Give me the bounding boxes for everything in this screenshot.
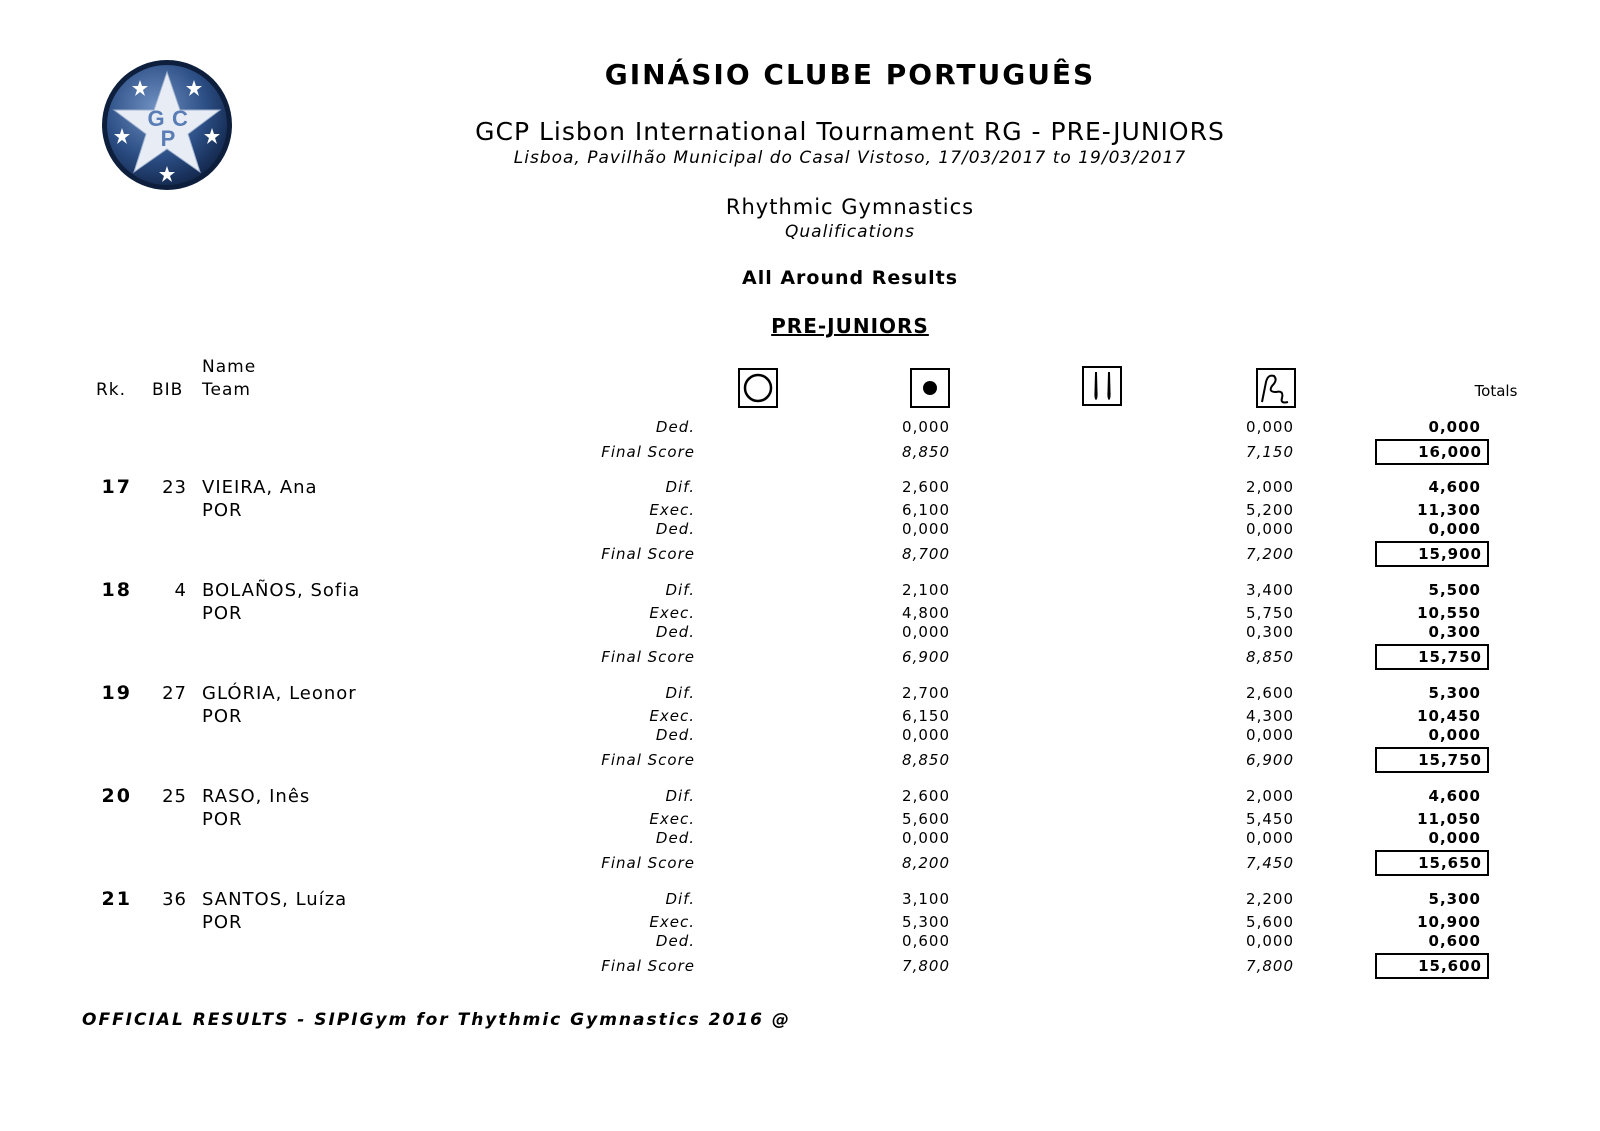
athlete-name: BOLAÑOS, Sofia xyxy=(202,580,361,601)
athlete-name: RASO, Inês xyxy=(202,786,311,807)
athlete-final-total-box xyxy=(1375,953,1489,979)
athlete-dif-total: 4,600 xyxy=(1428,478,1481,496)
carryover-ded-label: Ded. xyxy=(655,418,695,436)
athlete-ded-label: Ded. xyxy=(655,726,695,744)
ball-icon xyxy=(910,368,950,408)
athlete-dif-ball-score: 2,700 xyxy=(902,684,950,702)
athlete-name: GLÓRIA, Leonor xyxy=(202,683,357,704)
athlete-dif-label: Dif. xyxy=(665,478,695,496)
results-subtitle: All Around Results xyxy=(742,267,958,289)
athlete-dif-label: Dif. xyxy=(665,787,695,805)
athlete-bib: 25 xyxy=(162,786,187,807)
athlete-final-ball-score: 8,200 xyxy=(902,854,950,872)
athlete-final-label: Final Score xyxy=(601,751,695,769)
athlete-ded-label: Ded. xyxy=(655,932,695,950)
venue-dates: Lisboa, Pavilhão Municipal do Casal Vistoso, 17/03/2017 to 19/03/2017 xyxy=(513,148,1187,168)
athlete-exec-total: 10,450 xyxy=(1417,707,1481,725)
athlete-dif-total: 4,600 xyxy=(1428,787,1481,805)
athlete-final-ribbon-score: 7,800 xyxy=(1246,957,1294,975)
carryover-final-total: 16,000 xyxy=(1418,443,1482,461)
athlete-exec-ball-score: 5,300 xyxy=(902,913,950,931)
athlete-ded-total: 0,000 xyxy=(1428,829,1481,847)
athlete-dif-ball-score: 3,100 xyxy=(902,890,950,908)
athlete-final-total-box xyxy=(1375,644,1489,670)
athlete-team: POR xyxy=(202,500,243,521)
athlete-dif-ribbon-score: 2,200 xyxy=(1246,890,1294,908)
logo-letter-p: P xyxy=(160,126,176,151)
athlete-ded-ball-score: 0,000 xyxy=(902,829,950,847)
athlete-bib: 36 xyxy=(162,889,187,910)
athlete-final-label: Final Score xyxy=(601,545,695,563)
athlete-ded-ribbon-score: 0,000 xyxy=(1246,932,1294,950)
athlete-rank: 20 xyxy=(101,785,132,807)
athlete-dif-label: Dif. xyxy=(665,684,695,702)
athlete-dif-ribbon-score: 2,000 xyxy=(1246,787,1294,805)
athlete-final-ball-score: 8,850 xyxy=(902,751,950,769)
athlete-bib: 4 xyxy=(174,580,187,601)
athlete-final-ball-score: 6,900 xyxy=(902,648,950,666)
athlete-exec-ball-score: 5,600 xyxy=(902,810,950,828)
event-title: GCP Lisbon International Tournament RG - PRE-JUNIORS xyxy=(475,117,1225,146)
athlete-final-label: Final Score xyxy=(601,854,695,872)
athlete-exec-ribbon-score: 5,750 xyxy=(1246,604,1294,622)
athlete-dif-total: 5,300 xyxy=(1428,890,1481,908)
athlete-ded-total: 0,000 xyxy=(1428,520,1481,538)
athlete-exec-ball-score: 6,100 xyxy=(902,501,950,519)
athlete-dif-ribbon-score: 2,000 xyxy=(1246,478,1294,496)
athlete-ded-ribbon-score: 0,000 xyxy=(1246,726,1294,744)
athlete-exec-ribbon-score: 5,600 xyxy=(1246,913,1294,931)
phase: Qualifications xyxy=(785,222,915,242)
athlete-rank: 21 xyxy=(101,888,132,910)
clubs-icon xyxy=(1082,366,1122,406)
carryover-final-ribbon-score: 7,150 xyxy=(1246,443,1294,461)
athlete-bib: 27 xyxy=(162,683,187,704)
athlete-dif-ball-score: 2,100 xyxy=(902,581,950,599)
athlete-name: VIEIRA, Ana xyxy=(202,477,318,498)
athlete-bib: 23 xyxy=(162,477,187,498)
col-team-header: Team xyxy=(202,380,251,400)
athlete-ded-ball-score: 0,000 xyxy=(902,726,950,744)
athlete-dif-label: Dif. xyxy=(665,581,695,599)
athlete-exec-ball-score: 6,150 xyxy=(902,707,950,725)
athlete-final-ball-score: 7,800 xyxy=(902,957,950,975)
discipline: Rhythmic Gymnastics xyxy=(725,195,975,219)
athlete-rank: 19 xyxy=(101,682,132,704)
athlete-exec-label: Exec. xyxy=(649,707,695,725)
athlete-exec-label: Exec. xyxy=(649,810,695,828)
footer-official-results: OFFICIAL RESULTS - SIPIGym for Thythmic Gymnastics 2016 @ xyxy=(82,1010,791,1030)
athlete-exec-ribbon-score: 5,450 xyxy=(1246,810,1294,828)
col-rank-header: Rk. xyxy=(96,380,127,400)
logo-letter-c: C xyxy=(172,106,188,131)
carryover-ded-ribbon-score: 0,000 xyxy=(1246,418,1294,436)
category-title: PRE-JUNIORS xyxy=(771,314,929,338)
athlete-ded-ball-score: 0,600 xyxy=(902,932,950,950)
athlete-ded-total: 0,000 xyxy=(1428,726,1481,744)
athlete-exec-total: 11,050 xyxy=(1417,810,1481,828)
athlete-final-ribbon-score: 6,900 xyxy=(1246,751,1294,769)
athlete-ded-ball-score: 0,000 xyxy=(902,520,950,538)
athlete-name: SANTOS, Luíza xyxy=(202,889,348,910)
athlete-exec-label: Exec. xyxy=(649,604,695,622)
athlete-ded-total: 0,300 xyxy=(1428,623,1481,641)
athlete-team: POR xyxy=(202,912,243,933)
athlete-final-total: 15,900 xyxy=(1418,545,1482,563)
athlete-team: POR xyxy=(202,603,243,624)
athlete-ded-ribbon-score: 0,300 xyxy=(1246,623,1294,641)
athlete-ded-ribbon-score: 0,000 xyxy=(1246,520,1294,538)
athlete-exec-ribbon-score: 5,200 xyxy=(1246,501,1294,519)
athlete-ded-ball-score: 0,000 xyxy=(902,623,950,641)
carryover-final-total-box xyxy=(1375,439,1489,465)
athlete-exec-label: Exec. xyxy=(649,913,695,931)
carryover-ded-ball-score: 0,000 xyxy=(902,418,950,436)
athlete-dif-total: 5,300 xyxy=(1428,684,1481,702)
athlete-exec-total: 11,300 xyxy=(1417,501,1481,519)
athlete-ded-label: Ded. xyxy=(655,623,695,641)
carryover-final-ball-score: 8,850 xyxy=(902,443,950,461)
athlete-final-ball-score: 8,700 xyxy=(902,545,950,563)
athlete-dif-ribbon-score: 2,600 xyxy=(1246,684,1294,702)
carryover-final-label: Final Score xyxy=(601,443,695,461)
athlete-final-ribbon-score: 7,450 xyxy=(1246,854,1294,872)
athlete-final-total-box xyxy=(1375,541,1489,567)
athlete-final-total: 15,600 xyxy=(1418,957,1482,975)
athlete-exec-total: 10,900 xyxy=(1417,913,1481,931)
athlete-final-ribbon-score: 7,200 xyxy=(1246,545,1294,563)
athlete-ded-ribbon-score: 0,000 xyxy=(1246,829,1294,847)
athlete-ded-label: Ded. xyxy=(655,829,695,847)
athlete-final-total: 15,650 xyxy=(1418,854,1482,872)
athlete-final-total-box xyxy=(1375,850,1489,876)
athlete-ded-total: 0,600 xyxy=(1428,932,1481,950)
athlete-team: POR xyxy=(202,706,243,727)
athlete-exec-total: 10,550 xyxy=(1417,604,1481,622)
athlete-final-total: 15,750 xyxy=(1418,751,1482,769)
athlete-dif-ball-score: 2,600 xyxy=(902,787,950,805)
athlete-final-label: Final Score xyxy=(601,648,695,666)
col-totals-header: Totals xyxy=(1474,382,1518,400)
athlete-exec-ribbon-score: 4,300 xyxy=(1246,707,1294,725)
athlete-dif-total: 5,500 xyxy=(1428,581,1481,599)
athlete-final-ribbon-score: 8,850 xyxy=(1246,648,1294,666)
col-name-header: Name xyxy=(202,357,257,377)
athlete-rank: 17 xyxy=(101,476,132,498)
athlete-final-total-box xyxy=(1375,747,1489,773)
col-bib-header: BIB xyxy=(152,380,184,400)
athlete-dif-ball-score: 2,600 xyxy=(902,478,950,496)
hoop-icon xyxy=(738,368,778,408)
athlete-dif-ribbon-score: 3,400 xyxy=(1246,581,1294,599)
athlete-exec-label: Exec. xyxy=(649,501,695,519)
ribbon-icon xyxy=(1256,368,1296,408)
logo-letter-g: G xyxy=(147,106,165,131)
athlete-team: POR xyxy=(202,809,243,830)
athlete-final-label: Final Score xyxy=(601,957,695,975)
carryover-ded-total: 0,000 xyxy=(1428,418,1481,436)
athlete-exec-ball-score: 4,800 xyxy=(902,604,950,622)
athlete-ded-label: Ded. xyxy=(655,520,695,538)
athlete-rank: 18 xyxy=(101,579,132,601)
organization-title: GINÁSIO CLUBE PORTUGUÊS xyxy=(604,58,1096,91)
athlete-dif-label: Dif. xyxy=(665,890,695,908)
athlete-final-total: 15,750 xyxy=(1418,648,1482,666)
